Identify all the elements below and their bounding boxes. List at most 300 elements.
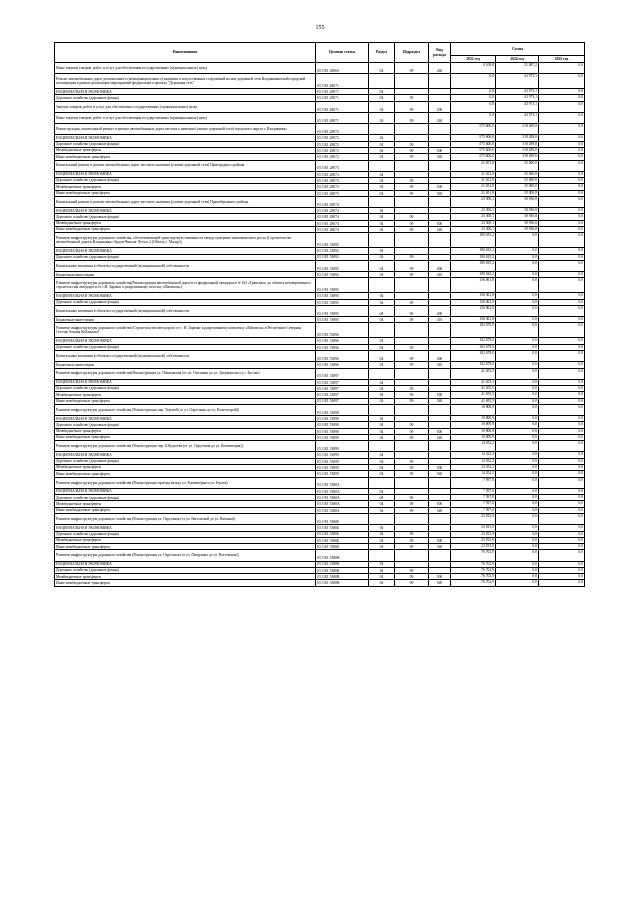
row-subsection-cell: 09 (395, 190, 429, 196)
row-expense-type-cell (429, 196, 451, 207)
row-section-cell: 04 (369, 531, 395, 537)
row-name-cell: Бюджетные инвестиции (55, 272, 316, 278)
row-expense-type-cell (429, 74, 451, 89)
row-target-article-cell: 03 3 R1 5380В (316, 567, 369, 573)
header-section: Раздел (369, 43, 395, 63)
row-sum-2024-cell: 0,0 (496, 488, 539, 494)
row-expense-type-cell: 500 (429, 220, 451, 226)
row-name-cell: Иные межбюджетные трансферты (55, 154, 316, 160)
row-name-cell: НАЦИОНАЛЬНАЯ ЭКОНОМИКА (55, 452, 316, 458)
row-sum-2024-cell: 43 973,1 (496, 89, 539, 95)
row-sum-2022-cell: 575 606,0 (451, 135, 496, 141)
header-target-article: Целевая статья (316, 43, 369, 63)
row-target-article-cell: 03 3 R1 53898 (316, 434, 369, 440)
row-section-cell: 04 (369, 428, 395, 434)
row-section-cell: 04 (369, 63, 395, 74)
row-sum-2025-cell: 0,0 (539, 323, 585, 338)
row-target-article-cell: 03 3 R1 28071 (316, 95, 369, 101)
row-sum-2025-cell: 0,0 (539, 398, 585, 404)
row-sum-2024-cell: 0,0 (496, 323, 539, 338)
row-subsection-cell: 09 (395, 214, 429, 220)
row-sum-2024-cell: 0,0 (496, 477, 539, 488)
row-sum-2022-cell: 7 597,0 (451, 501, 496, 507)
row-section-cell: 04 (369, 184, 395, 190)
row-target-article-cell: 03 3 R1 5380А (316, 501, 369, 507)
row-sum-2024-cell: 30 936,8 (496, 196, 539, 207)
row-sum-2024-cell: 0,0 (496, 471, 539, 477)
row-section-cell: 04 (369, 220, 395, 226)
row-sum-2022-cell: 7 597,0 (451, 495, 496, 501)
row-sum-2025-cell: 0,0 (539, 317, 585, 323)
row-sum-2025-cell: 0,0 (539, 74, 585, 89)
row-sum-2025-cell: 0,0 (539, 196, 585, 207)
row-name-cell: Развитие инфраструктуры дорожного хозяйства(Реконструкция автомобильной дороги от федеральной автодороги А-164 «Транскам» до объекта незавершенного строительства автодороги от с.Н. Зарамаг к разрушенному поселку «Мамисон») (55, 278, 316, 293)
row-expense-type-cell: 500 (429, 501, 451, 507)
row-section-cell: 04 (369, 208, 395, 214)
row-sum-2022-cell: 23 300,1 (451, 214, 496, 220)
row-name-cell: НАЦИОНАЛЬНАЯ ЭКОНОМИКА (55, 248, 316, 254)
row-sum-2024-cell: 35 000,0 (496, 178, 539, 184)
row-sum-2022-cell: 10 800,9 (451, 434, 496, 440)
table-row (55, 550, 585, 561)
row-sum-2025-cell: 0,0 (539, 254, 585, 260)
header-sum: Сумма (451, 43, 585, 56)
row-sum-2025-cell: 0,0 (539, 184, 585, 190)
row-sum-2025-cell: 0,0 (539, 141, 585, 147)
row-sum-2022-cell: 10 800,9 (451, 428, 496, 434)
row-subsection-cell: 09 (395, 574, 429, 580)
row-sum-2022-cell: 575 606,0 (451, 141, 496, 147)
row-section-cell (369, 323, 395, 338)
row-target-article-cell: 03 3 R1 28073 (316, 184, 369, 190)
row-sum-2022-cell: 7 597,0 (451, 488, 496, 494)
row-subsection-cell: 09 (395, 147, 429, 153)
row-target-article-cell: 03 3 R1 5380В (316, 561, 369, 567)
row-sum-2025-cell: 0,0 (539, 338, 585, 344)
row-section-cell: 04 (369, 488, 395, 494)
row-sum-2025-cell: 0,0 (539, 434, 585, 440)
row-sum-2025-cell: 0,0 (539, 101, 585, 112)
row-subsection-cell: 09 (395, 465, 429, 471)
row-sum-2024-cell: 35 000,0 (496, 184, 539, 190)
row-sum-2024-cell: 0,0 (496, 404, 539, 415)
row-sum-2025-cell: 0,0 (539, 379, 585, 385)
row-section-cell (369, 368, 395, 379)
row-subsection-cell (395, 550, 429, 561)
row-sum-2022-cell: 76 702,9 (451, 567, 496, 573)
row-sum-2024-cell: 0,0 (496, 351, 539, 362)
row-expense-type-cell (429, 441, 451, 452)
row-sum-2024-cell: 0,0 (496, 299, 539, 305)
row-section-cell: 04 (369, 580, 395, 586)
row-name-cell: НАЦИОНАЛЬНАЯ ЭКОНОМИКА (55, 379, 316, 385)
row-sum-2022-cell: 8 108,8 (451, 63, 496, 74)
row-name-cell: Дорожное хозяйство (дорожные фонды) (55, 531, 316, 537)
row-expense-type-cell (429, 323, 451, 338)
row-section-cell: 04 (369, 471, 395, 477)
row-subsection-cell: 09 (395, 220, 429, 226)
row-subsection-cell: 09 (395, 458, 429, 464)
row-sum-2024-cell: 0,0 (496, 531, 539, 537)
row-subsection-cell: 09 (395, 95, 429, 101)
table-row (55, 441, 585, 452)
row-subsection-cell: 09 (395, 141, 429, 147)
row-sum-2024-cell: 0,0 (496, 428, 539, 434)
row-name-cell: Иные межбюджетные трансферты (55, 580, 316, 586)
row-sum-2022-cell: 41 655,5 (451, 368, 496, 379)
row-sum-2024-cell: 0,0 (496, 550, 539, 561)
row-sum-2025-cell: 0,0 (539, 550, 585, 561)
row-section-cell: 04 (369, 135, 395, 141)
row-sum-2022-cell: 7 597,0 (451, 507, 496, 513)
row-subsection-cell (395, 404, 429, 415)
row-name-cell: Дорожное хозяйство (дорожные фонды) (55, 141, 316, 147)
row-subsection-cell: 09 (395, 434, 429, 440)
row-sum-2022-cell: 10 800,9 (451, 416, 496, 422)
row-target-article-cell: 03 3 R1 28069 (316, 63, 369, 74)
row-sum-2025-cell: 0,0 (539, 441, 585, 452)
row-section-cell (369, 550, 395, 561)
row-sum-2024-cell: 518 289,0 (496, 124, 539, 135)
row-target-article-cell: 03 3 R1 53895 (316, 305, 369, 316)
row-subsection-cell: 09 (395, 254, 429, 260)
row-name-cell: Дорожное хозяйство (дорожные фонды) (55, 495, 316, 501)
row-sum-2024-cell: 0,0 (496, 458, 539, 464)
row-name-cell: Дорожное хозяйство (дорожные фонды) (55, 299, 316, 305)
row-expense-type-cell: 410 (429, 362, 451, 368)
row-subsection-cell: 09 (395, 272, 429, 278)
row-target-article-cell: 03 3 R1 53895 (316, 317, 369, 323)
row-sum-2025-cell: 0,0 (539, 63, 585, 74)
header-subsection: Подраздел (395, 43, 429, 63)
table-row (55, 233, 585, 248)
row-target-article-cell: 03 3 R1 53899 (316, 471, 369, 477)
row-name-cell: Иные закупки товаров, работ и услуг для обеспечения государственных (муниципальных) нужд (55, 112, 316, 123)
row-name-cell: Дорожное хозяйство (дорожные фонды) (55, 567, 316, 573)
row-name-cell: Межбюджетные трансферты (55, 465, 316, 471)
row-sum-2022-cell: 21 651,0 (451, 184, 496, 190)
row-section-cell: 04 (369, 507, 395, 513)
row-expense-type-cell: 540 (429, 190, 451, 196)
row-target-article-cell: 03 3 R1 28071 (316, 74, 369, 89)
row-target-article-cell: 03 3 R1 28071 (316, 101, 369, 112)
row-sum-2025-cell: 0,0 (539, 452, 585, 458)
row-target-article-cell: 03 3 R1 28074 (316, 220, 369, 226)
row-subsection-cell (395, 74, 429, 89)
header-name: Наименование (55, 43, 316, 63)
table-row (55, 368, 585, 379)
row-name-cell: Бюджетные инвестиции (55, 362, 316, 368)
row-subsection-cell: 09 (395, 112, 429, 123)
row-sum-2025-cell: 0,0 (539, 386, 585, 392)
table-row (55, 101, 585, 112)
row-section-cell: 04 (369, 465, 395, 471)
row-section-cell: 04 (369, 458, 395, 464)
row-name-cell: Развитие инфраструктуры дорожного хозяйства (Реконструкция пер. Б.Кудзоева (от ул. Озрутаная до ул. Коминтерна)) (55, 441, 316, 452)
row-sum-2022-cell: 180 635,2 (451, 248, 496, 254)
row-sum-2022-cell: 0,0 (451, 101, 496, 112)
row-section-cell: 04 (369, 567, 395, 573)
row-target-article-cell: 03 3 R1 53898 (316, 422, 369, 428)
row-sum-2025-cell: 0,0 (539, 495, 585, 501)
row-name-cell: Реконструкция, капитальный ремонт и ремонт автомобильных дорог местного значения (улично-дорожной сети) городского округа г. Владикавказ (55, 124, 316, 135)
row-section-cell: 04 (369, 386, 395, 392)
row-section-cell: 04 (369, 89, 395, 95)
row-sum-2022-cell: 0,0 (451, 89, 496, 95)
row-sum-2024-cell: 0,0 (496, 434, 539, 440)
row-section-cell: 04 (369, 398, 395, 404)
row-expense-type-cell: 500 (429, 428, 451, 434)
row-subsection-cell: 09 (395, 317, 429, 323)
row-section-cell: 04 (369, 537, 395, 543)
table-row (55, 323, 585, 338)
row-sum-2022-cell: 0,0 (451, 95, 496, 101)
table-row (55, 196, 585, 207)
row-sum-2025-cell: 0,0 (539, 305, 585, 316)
row-name-cell: Развитие инфраструктуры дорожного хозяйства (Реконструкция проезда между ул. Коминтерна и ул. Героев) (55, 477, 316, 488)
header-year-2025: 2025 год (539, 56, 585, 63)
row-expense-type-cell: 540 (429, 226, 451, 232)
row-name-cell: Дорожное хозяйство (дорожные фонды) (55, 386, 316, 392)
row-target-article-cell: 03 3 R1 28074 (316, 226, 369, 232)
row-sum-2025-cell: 0,0 (539, 465, 585, 471)
row-sum-2022-cell: 10 800,9 (451, 404, 496, 415)
row-sum-2025-cell: 0,0 (539, 368, 585, 379)
row-name-cell: Дорожное хозяйство (дорожные фонды) (55, 344, 316, 350)
row-target-article-cell: 03 3 R1 53892 (316, 272, 369, 278)
row-sum-2025-cell: 0,0 (539, 531, 585, 537)
row-section-cell: 04 (369, 171, 395, 177)
row-sum-2024-cell: 21 087,2 (496, 63, 539, 74)
row-target-article-cell: 03 3 R1 53899 (316, 465, 369, 471)
row-expense-type-cell: 500 (429, 184, 451, 190)
row-target-article-cell: 03 3 R1 28073 (316, 178, 369, 184)
row-sum-2025-cell: 0,0 (539, 477, 585, 488)
row-name-cell: Дорожное хозяйство (дорожные фонды) (55, 214, 316, 220)
row-subsection-cell (395, 196, 429, 207)
row-target-article-cell: 03 3 R1 28072 (316, 154, 369, 160)
row-name-cell: Межбюджетные трансферты (55, 392, 316, 398)
row-expense-type-cell: 500 (429, 574, 451, 580)
row-name-cell: НАЦИОНАЛЬНАЯ ЭКОНОМИКА (55, 525, 316, 531)
row-sum-2025-cell: 0,0 (539, 362, 585, 368)
row-name-cell: Бюджетные инвестиции (55, 317, 316, 323)
row-section-cell: 04 (369, 495, 395, 501)
row-section-cell: 04 (369, 416, 395, 422)
row-target-article-cell: 03 3 R1 53899 (316, 458, 369, 464)
row-sum-2024-cell: 30 936,8 (496, 208, 539, 214)
header-year-2024: 2024 год (496, 56, 539, 63)
row-subsection-cell: 09 (395, 398, 429, 404)
row-sum-2024-cell: 0,0 (496, 580, 539, 586)
row-sum-2022-cell: 76 702,9 (451, 574, 496, 580)
row-section-cell (369, 74, 395, 89)
row-sum-2022-cell: 182 678,0 (451, 351, 496, 362)
row-expense-type-cell: 540 (429, 580, 451, 586)
row-sum-2022-cell: 10 800,9 (451, 422, 496, 428)
row-expense-type-cell: 540 (429, 434, 451, 440)
row-sum-2024-cell: 30 936,8 (496, 220, 539, 226)
row-subsection-cell: 09 (395, 495, 429, 501)
row-expense-type-cell: 540 (429, 471, 451, 477)
row-target-article-cell: 03 3 R1 28071 (316, 112, 369, 123)
row-target-article-cell: 03 3 R1 28072 (316, 124, 369, 135)
row-sum-2022-cell: 0,0 (451, 112, 496, 123)
row-expense-type-cell: 410 (429, 317, 451, 323)
header-expense-type: Вид расхода (429, 43, 451, 63)
row-sum-2025-cell: 0,0 (539, 574, 585, 580)
row-target-article-cell: 03 3 R1 53896 (316, 323, 369, 338)
row-name-cell: НАЦИОНАЛЬНАЯ ЭКОНОМИКА (55, 293, 316, 299)
row-sum-2025-cell: 0,0 (539, 112, 585, 123)
row-sum-2022-cell: 41 655,5 (451, 392, 496, 398)
row-expense-type-cell (429, 278, 451, 293)
row-sum-2024-cell: 0,0 (496, 278, 539, 293)
row-target-article-cell: 03 3 R1 53895 (316, 299, 369, 305)
row-subsection-cell: 09 (395, 501, 429, 507)
row-target-article-cell: 03 3 R1 53892 (316, 260, 369, 271)
row-target-article-cell: 03 3 R1 5380В (316, 580, 369, 586)
row-section-cell: 04 (369, 293, 395, 299)
row-sum-2024-cell: 0,0 (496, 544, 539, 550)
row-target-article-cell: 03 3 R1 53896 (316, 351, 369, 362)
row-name-cell: Капитальные вложения в объекты государственной (муниципальной) собственности (55, 260, 316, 271)
row-target-article-cell: 03 3 R1 5380А (316, 477, 369, 488)
row-target-article-cell: 03 3 R1 53892 (316, 254, 369, 260)
row-section-cell: 04 (369, 226, 395, 232)
row-sum-2022-cell: 23 815,0 (451, 537, 496, 543)
row-sum-2024-cell: 0,0 (496, 305, 539, 316)
row-subsection-cell: 09 (395, 260, 429, 271)
row-sum-2024-cell: 43 973,1 (496, 95, 539, 101)
row-sum-2022-cell: 23 815,0 (451, 531, 496, 537)
row-target-article-cell: 03 3 R1 28072 (316, 135, 369, 141)
row-subsection-cell (395, 278, 429, 293)
row-sum-2024-cell: 518 289,0 (496, 154, 539, 160)
table-row (55, 160, 585, 171)
row-section-cell: 04 (369, 574, 395, 580)
row-sum-2025-cell: 0,0 (539, 299, 585, 305)
row-section-cell: 04 (369, 422, 395, 428)
row-sum-2024-cell: 0,0 (496, 398, 539, 404)
row-section-cell: 04 (369, 112, 395, 123)
row-section-cell (369, 160, 395, 171)
row-sum-2025-cell: 0,0 (539, 226, 585, 232)
row-target-article-cell: 03 3 R1 28072 (316, 141, 369, 147)
row-sum-2022-cell: 156 061,8 (451, 317, 496, 323)
row-target-article-cell: 03 3 R1 28073 (316, 190, 369, 196)
row-sum-2024-cell: 518 289,0 (496, 135, 539, 141)
row-sum-2025-cell: 0,0 (539, 344, 585, 350)
row-expense-type-cell: 500 (429, 465, 451, 471)
row-section-cell (369, 233, 395, 248)
row-sum-2022-cell: 41 655,5 (451, 379, 496, 385)
row-expense-type-cell (429, 368, 451, 379)
row-subsection-cell: 09 (395, 351, 429, 362)
row-sum-2024-cell: 0,0 (496, 379, 539, 385)
row-expense-type-cell: 200 (429, 101, 451, 112)
row-sum-2025-cell: 0,0 (539, 248, 585, 254)
row-subsection-cell: 09 (395, 531, 429, 537)
row-name-cell: Иные межбюджетные трансферты (55, 471, 316, 477)
row-sum-2025-cell: 0,0 (539, 124, 585, 135)
row-sum-2024-cell: 0,0 (496, 422, 539, 428)
row-sum-2025-cell: 0,0 (539, 501, 585, 507)
row-sum-2022-cell: 14 352,2 (451, 471, 496, 477)
row-name-cell: НАЦИОНАЛЬНАЯ ЭКОНОМИКА (55, 488, 316, 494)
row-name-cell: Межбюджетные трансферты (55, 574, 316, 580)
row-sum-2024-cell: 0,0 (496, 344, 539, 350)
row-sum-2024-cell: 43 973,1 (496, 74, 539, 89)
row-target-article-cell: 03 3 R1 53897 (316, 368, 369, 379)
row-sum-2025-cell: 0,0 (539, 171, 585, 177)
row-sum-2024-cell: 0,0 (496, 495, 539, 501)
row-target-article-cell: 03 3 R1 28074 (316, 208, 369, 214)
row-name-cell: Межбюджетные трансферты (55, 428, 316, 434)
row-expense-type-cell: 500 (429, 147, 451, 153)
row-sum-2024-cell: 0,0 (496, 317, 539, 323)
row-name-cell: Капитальные вложения в объекты государственной (муниципальной) собственности (55, 351, 316, 362)
row-subsection-cell (395, 514, 429, 525)
row-expense-type-cell: 400 (429, 260, 451, 271)
row-sum-2025-cell: 0,0 (539, 458, 585, 464)
row-name-cell: НАЦИОНАЛЬНАЯ ЭКОНОМИКА (55, 89, 316, 95)
row-sum-2025-cell: 0,0 (539, 272, 585, 278)
row-target-article-cell: 03 3 R1 53897 (316, 392, 369, 398)
row-sum-2024-cell: 0,0 (496, 561, 539, 567)
row-section-cell (369, 278, 395, 293)
row-target-article-cell: 03 3 R1 53895 (316, 293, 369, 299)
row-sum-2024-cell: 0,0 (496, 248, 539, 254)
row-sum-2022-cell: 182 678,0 (451, 344, 496, 350)
row-sum-2025-cell: 0,0 (539, 392, 585, 398)
row-target-article-cell: 03 3 R1 28074 (316, 196, 369, 207)
row-target-article-cell: 03 3 R1 53899 (316, 441, 369, 452)
row-name-cell: Межбюджетные трансферты (55, 537, 316, 543)
row-sum-2022-cell: 14 352,2 (451, 465, 496, 471)
row-subsection-cell (395, 368, 429, 379)
row-sum-2022-cell: 21 651,0 (451, 171, 496, 177)
row-expense-type-cell: 540 (429, 544, 451, 550)
row-subsection-cell: 09 (395, 154, 429, 160)
row-name-cell: Иные межбюджетные трансферты (55, 398, 316, 404)
row-sum-2022-cell: 23 815,0 (451, 514, 496, 525)
row-subsection-cell: 09 (395, 184, 429, 190)
row-sum-2025-cell: 0,0 (539, 154, 585, 160)
row-sum-2024-cell: 35 000,0 (496, 160, 539, 171)
table-row (55, 278, 585, 293)
row-section-cell: 04 (369, 317, 395, 323)
row-expense-type-cell (429, 233, 451, 248)
row-expense-type-cell: 540 (429, 154, 451, 160)
row-sum-2024-cell: 518 289,0 (496, 141, 539, 147)
row-sum-2022-cell: 41 655,5 (451, 386, 496, 392)
row-section-cell: 04 (369, 351, 395, 362)
row-target-article-cell: 03 3 R1 5380Б (316, 537, 369, 543)
row-name-cell: Иные межбюджетные трансферты (55, 544, 316, 550)
row-sum-2022-cell: 76 702,9 (451, 550, 496, 561)
row-sum-2024-cell: 0,0 (496, 338, 539, 344)
row-expense-type-cell (429, 404, 451, 415)
row-subsection-cell: 09 (395, 422, 429, 428)
row-name-cell: Ремонт автомобильных дорог регионального (межмуниципального) значения и искусственных сооружений на них дорожной сети Владикавказской городской агломерации в рамках реализации мероприятий федерального проекта "Дорожная сеть" (55, 74, 316, 89)
row-subsection-cell: 09 (395, 567, 429, 573)
row-sum-2022-cell: 76 702,9 (451, 580, 496, 586)
row-subsection-cell (395, 441, 429, 452)
row-section-cell: 04 (369, 254, 395, 260)
row-section-cell: 04 (369, 299, 395, 305)
row-expense-type-cell (429, 477, 451, 488)
